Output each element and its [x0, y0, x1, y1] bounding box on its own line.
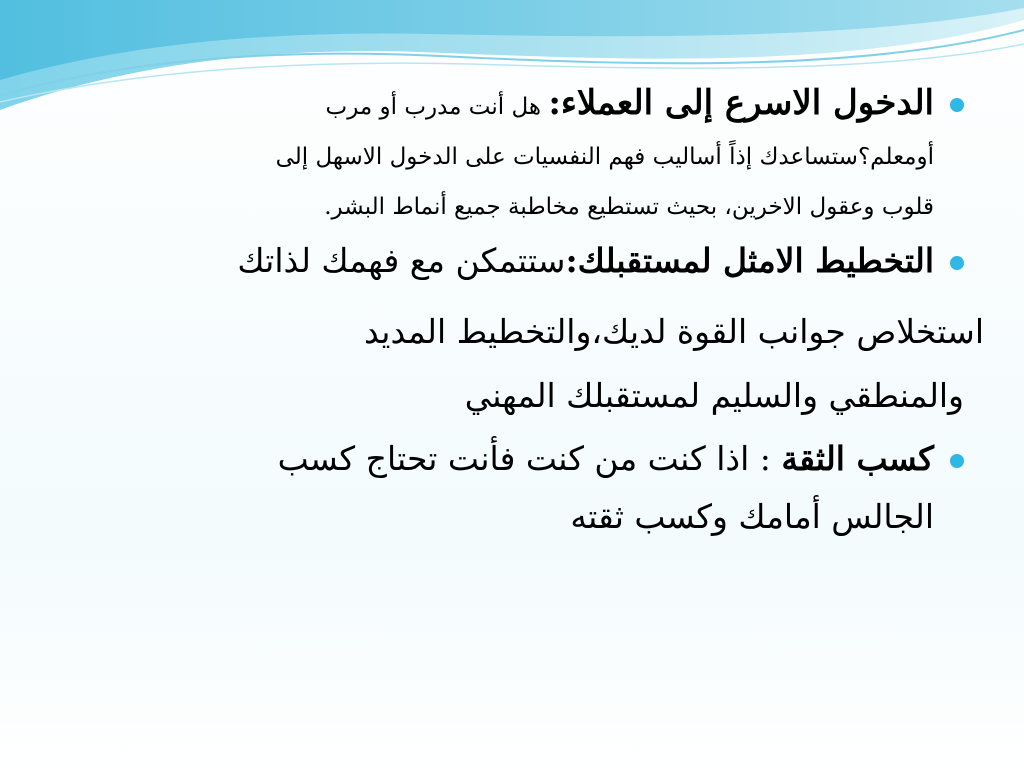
bullet-dot-icon: [950, 256, 964, 270]
bullet-text: والمنطقي والسليم لمستقبلك المهني: [464, 376, 964, 415]
bullet-item-faster-access: [90, 78, 964, 232]
bullet-item-gaining-trust: [90, 430, 964, 546]
bullet-text: ستتمكن مع فهمك لذاتك: [237, 241, 566, 280]
bullet-heading: كسب الثقة: [781, 439, 934, 478]
bullet-text: هل أنت مدرب أو مرب: [325, 94, 549, 120]
bullet-text: استخلاص جوانب القوة لديك،والتخطيط المديد: [363, 312, 984, 351]
bullet-heading: التخطيط الامثل لمستقبلك:: [565, 241, 934, 280]
bullet-dot-icon: [950, 98, 964, 112]
bullet-dot-icon: [950, 454, 964, 468]
bullet-heading: الدخول الاسرع إلى العملاء:: [548, 83, 934, 123]
bullet-list: [90, 78, 984, 546]
bullet-item-future-planning: [90, 240, 964, 282]
bullet-text: قلوب وعقول الاخرين، بحيث تستطيع مخاطبة جميع أنماط البشر.: [324, 194, 934, 220]
bullet-continuation: [90, 300, 984, 428]
bullet-text: : اذا كنت من كنت فأنت تحتاج كسب: [277, 439, 782, 478]
bullet-text: أومعلم؟ستساعدك إذاً أساليب فهم النفسيات على الدخول الاسهل إلى: [275, 144, 934, 170]
bullet-text: الجالس أمامك وكسب ثقته: [570, 497, 934, 536]
